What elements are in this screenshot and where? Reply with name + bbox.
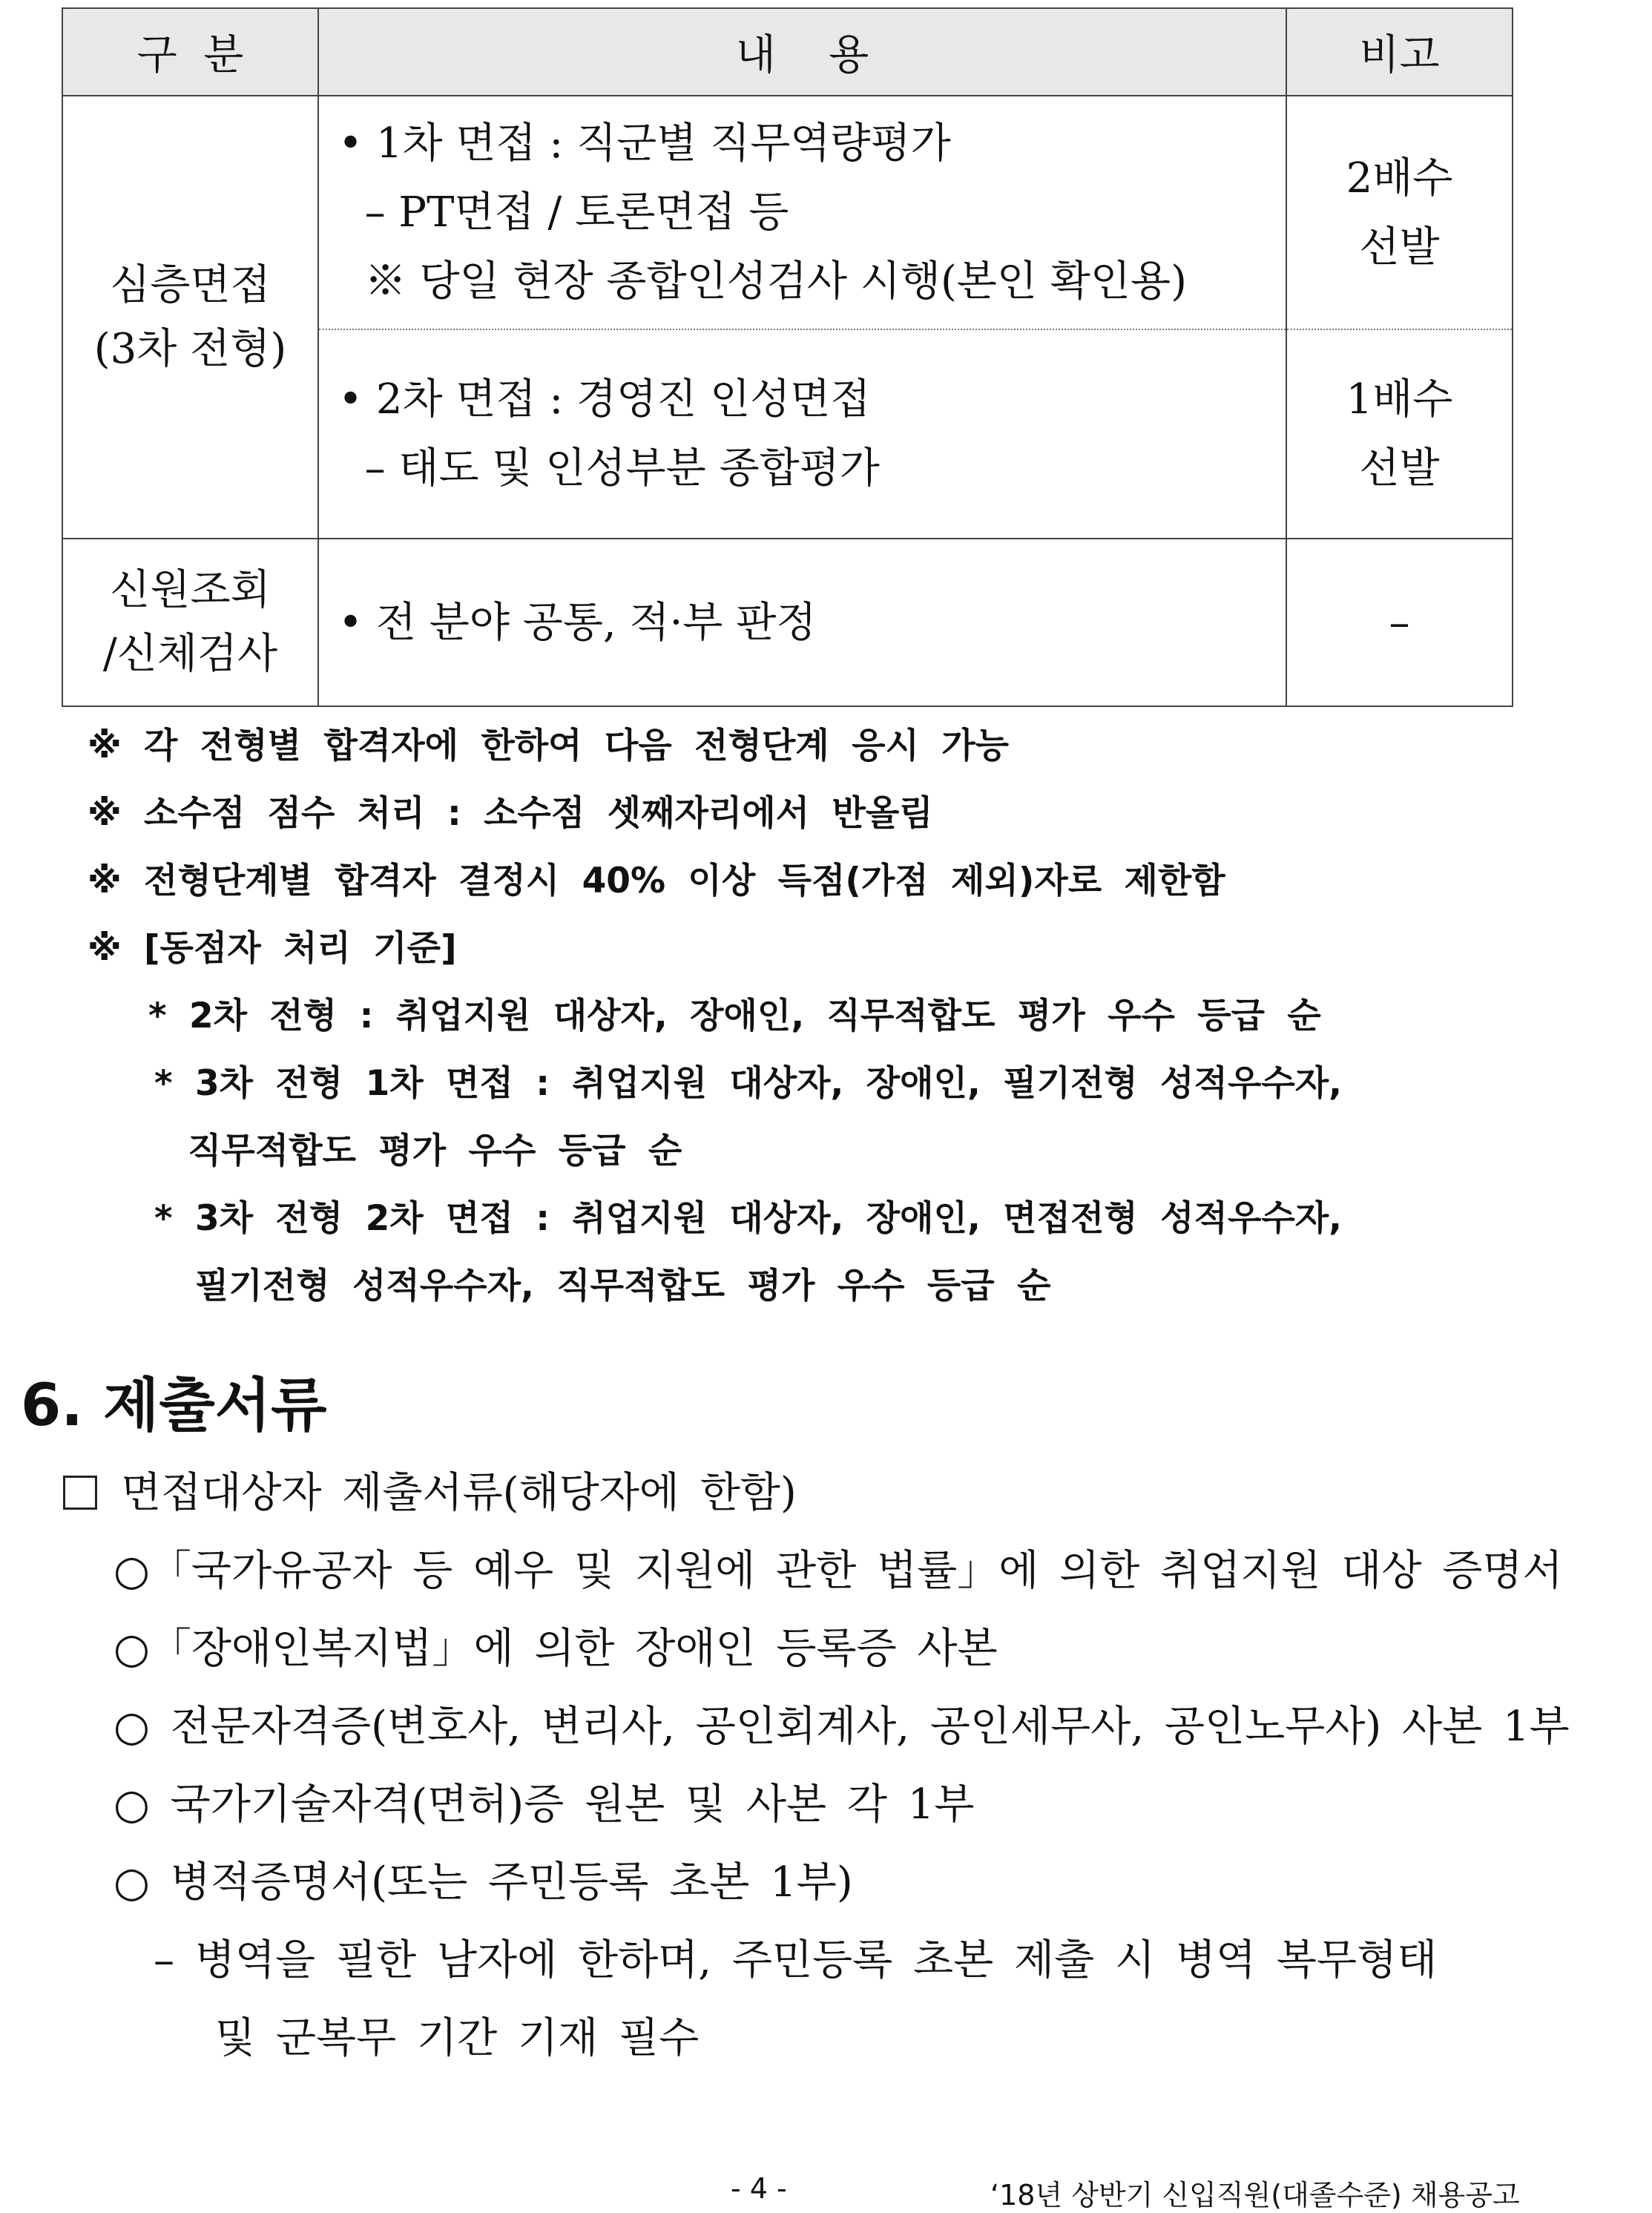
required-documents [63,1454,1584,2077]
content-line: • 전 분야 공통, 적·부 판정 [338,598,817,647]
category-line: /신체검사 [102,630,278,678]
content-cell [318,329,1286,539]
category-cell [62,96,318,539]
content-line: • 2차 면접 : 경영진 인성면접 [338,375,871,424]
content-line: – PT면접 / 토론면접 등 [338,188,789,237]
table-row [62,539,1513,706]
note-item: ※ 각 전형별 합격자에 한하여 다음 전형단계 응시 가능 [88,726,1010,766]
note-cell [1286,96,1513,329]
table-row [62,96,1513,329]
note-item: ※ 소수점 점수 처리 : 소수점 셋째자리에서 반올림 [88,793,933,834]
tie-rule-continuation: 직무적합도 평가 우수 등급 순 [188,1131,682,1171]
document-item: ○ 병적증명서(또는 주민등록 초본 1부) [113,1858,853,1907]
content-cell [318,96,1286,329]
document-subitem: – 병역을 필한 남자에 한하며, 주민등록 초본 제출 시 병역 복무형태 [154,1936,1438,1985]
document-subitem-continuation: 및 군복무 기간 기재 필수 [215,2014,700,2062]
document-item: ○ 국가기술자격(면허)증 원본 및 사본 각 1부 [113,1780,975,1829]
documents-heading-text: 면접대상자 제출서류(해당자에 한함) [121,1469,797,1517]
content-line: • 1차 면접 : 직군별 직무역량평가 [338,119,951,168]
category-line: 신원조회 [110,566,271,614]
selection-process-table [62,7,1513,707]
note-line: 1배수 [1346,375,1453,424]
note-line: 선발 [1359,223,1440,272]
section-title: 6. 제출서류 [21,1372,327,1439]
content-line: – 태도 및 인성부분 종합평가 [338,444,880,493]
document-item: ○「장애인복지법」에 의한 장애인 등록증 사본 [113,1625,998,1673]
category-line: 심층면접 [110,260,271,309]
note-cell: – [1286,539,1513,706]
note-cell [1286,329,1513,539]
category-line: (3차 전형) [93,324,287,373]
documents-heading [63,1454,1584,1532]
tie-rule-continuation: 필기전형 성적우수자, 직무적합도 평가 우수 등급 순 [195,1266,1051,1306]
category-cell [62,539,318,706]
header-content: 내 용 [318,8,1286,96]
tie-rule-item: * 2차 전형 : 취업지원 대상자, 장애인, 직무적합도 평가 우수 등급 순 [148,996,1321,1036]
note-line: 2배수 [1346,154,1453,203]
tie-rule-item: * 3차 전형 2차 면접 : 취업지원 대상자, 장애인, 면접전형 성적우수자, [154,1198,1343,1239]
content-cell [318,539,1286,706]
page-number: - 4 - [731,2172,787,2205]
selection-notes [88,712,1497,1320]
tie-rule-item: * 3차 전형 1차 면접 : 취업지원 대상자, 장애인, 필기전형 성적우수자, [154,1063,1343,1104]
table-header-row [62,8,1513,96]
document-item: ○「국가유공자 등 예우 및 지원에 관한 법률」에 의한 취업지원 대상 증명서 [113,1547,1563,1595]
content-line: ※ 당일 현장 종합인성검사 시행(본인 확인용) [338,257,1187,306]
footer-document-title: ‘18년 상반기 신입직원(대졸수준) 채용공고 [990,2179,1520,2212]
note-line: 선발 [1359,444,1440,493]
header-note: 비고 [1286,8,1513,96]
note-item: ※ [동점자 처리 기준] [88,928,457,969]
document-item: ○ 전문자격증(변호사, 변리사, 공인회계사, 공인세무사, 공인노무사) 사본 1부 [113,1703,1570,1751]
checkbox-square-icon [63,1476,97,1510]
note-item: ※ 전형단계별 합격자 결정시 40% 이상 득점(가점 제외)자로 제한함 [88,861,1225,901]
header-category: 구 분 [62,8,318,96]
